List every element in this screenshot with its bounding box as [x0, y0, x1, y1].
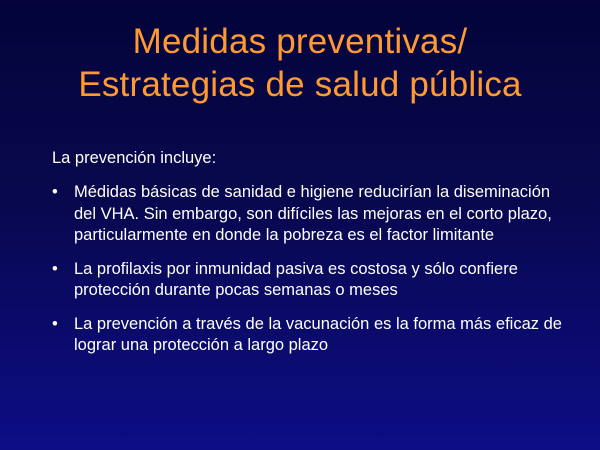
bullet-item [52, 259, 572, 302]
bullet-marker: • [52, 259, 58, 278]
bullet-marker: • [52, 314, 58, 333]
intro-text: La prevención incluye: [52, 149, 217, 167]
bullet-text: La prevención a través de la vacunación es la forma más eficaz de lograr una protección a largo plazo [74, 314, 562, 354]
bullet-item [52, 182, 572, 247]
bullet-marker: • [52, 183, 58, 201]
bullet-text: La profilaxis por inmunidad pasiva es costosa y sólo confiere protección durante pocas semanas o meses [74, 259, 518, 299]
slide-title-line-2: Estrategias de salud pública [78, 65, 522, 104]
slide-title-line-1: Medidas preventivas/ [132, 22, 468, 61]
slide-title [0, 20, 600, 106]
bullet-text: Médidas básicas de sanidad e higiene reducirían la diseminación del VHA. Sin embargo, son difíciles las mejoras en el corto plazo, particularmente en donde la pobreza es el factor limitante [74, 183, 552, 244]
bullet-item [52, 314, 572, 357]
bullet-list [52, 182, 572, 369]
